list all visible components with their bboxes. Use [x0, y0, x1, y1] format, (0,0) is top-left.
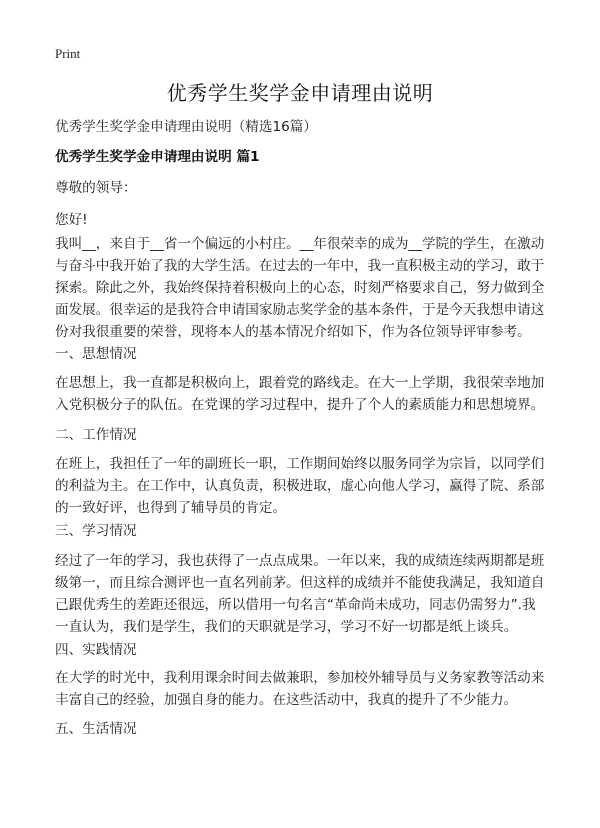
- paragraph-line: 经过了一年的学习，我也获得了一点点成果。一年以来，我的成绩连续两期都是班: [55, 553, 545, 569]
- section-heading-text: 二、工作情况: [55, 427, 137, 443]
- paragraph-line: 级第一，而且综合测评也一直名列前茅。但这样的成绩并不能使我满足，我知道自: [55, 575, 545, 591]
- paragraph-line: 的一致好评，也得到了辅导员的肯定。: [55, 500, 287, 516]
- document-subtitle: [55, 116, 555, 138]
- greeting: [55, 209, 555, 231]
- section-body-thought: [55, 372, 555, 416]
- paragraph-line: 入党积极分子的队伍。在党课的学习过程中，提升了个人的素质能力和思想境界。: [55, 397, 545, 413]
- section-heading-study: [55, 520, 555, 542]
- paragraph-line: 在思想上，我一直都是积极向上，跟着党的路线走。在大一上学期，我很荣幸地加: [55, 375, 545, 391]
- paragraph-line: 我叫__，来自于__省一个偏远的小村庄。__年很荣幸的成为__学院的学生，在激动: [55, 236, 545, 252]
- paragraph-line: 在大学的时光中，我利用课余时间去做兼职，参加校外辅导员与义务家教等活动来: [55, 670, 545, 686]
- section-heading-text: 三、学习情况: [55, 523, 137, 539]
- paragraph-line: 探索。除此之外，我始终保持着积极向上的心态，时刻严格要求自己，努力做到全: [55, 280, 545, 296]
- section-heading-thought: [55, 343, 555, 365]
- greeting-text: 您好!: [55, 212, 88, 228]
- paragraph-line: 丰富自己的经验，加强自身的能力。在这些活动中，我真的提升了不少能力。: [55, 692, 518, 708]
- section-heading-text: 四、实践情况: [55, 642, 137, 658]
- section-heading-text: 五、生活情况: [55, 721, 137, 737]
- paragraph-line: 己跟优秀生的差距还很远，所以借用一句名言“革命尚未成功，同志仍需努力”.我: [55, 597, 536, 613]
- intro-paragraph: [55, 233, 555, 343]
- document-title: 优秀学生奖学金申请理由说明: [166, 81, 434, 105]
- salutation: [55, 177, 555, 199]
- paragraph-line: 在班上，我担任了一年的副班长一职，工作期间始终以服务同学为宗旨，以同学们: [55, 456, 545, 472]
- section-heading-work: [55, 424, 555, 446]
- subtitle-text: 优秀学生奖学金申请理由说明（精选16篇）: [55, 119, 317, 135]
- print-label: Print: [55, 46, 81, 61]
- section-heading: [55, 146, 555, 168]
- section-heading-life: [55, 718, 555, 740]
- salutation-text: 尊敬的领导：: [55, 180, 137, 196]
- paragraph-line: 的利益为主。在工作中，认真负责，积极进取，虚心向他人学习，赢得了院、系部: [55, 478, 545, 494]
- section-heading-text: 优秀学生奖学金申请理由说明 篇1: [55, 149, 260, 165]
- paragraph-line: 与奋斗中我开始了我的大学生活。在过去的一年中，我一直积极主动的学习，敢于: [55, 258, 545, 274]
- section-heading-text: 一、思想情况: [55, 346, 137, 362]
- section-body-practice: [55, 667, 555, 711]
- paragraph-line: 面发展。很幸运的是我符合申请国家励志奖学金的基本条件，于是今天我想申请这: [55, 302, 545, 318]
- paragraph-line: 一直认为，我们是学生，我们的天职就是学习，学习不好一切都是纸上谈兵。: [55, 619, 518, 635]
- section-heading-practice: [55, 639, 555, 661]
- section-body-work: [55, 453, 555, 519]
- paragraph-line: 份对我很重要的荣誉，现将本人的基本情况介绍如下，作为各位领导评审参考。: [55, 324, 531, 340]
- section-body-study: [55, 550, 555, 638]
